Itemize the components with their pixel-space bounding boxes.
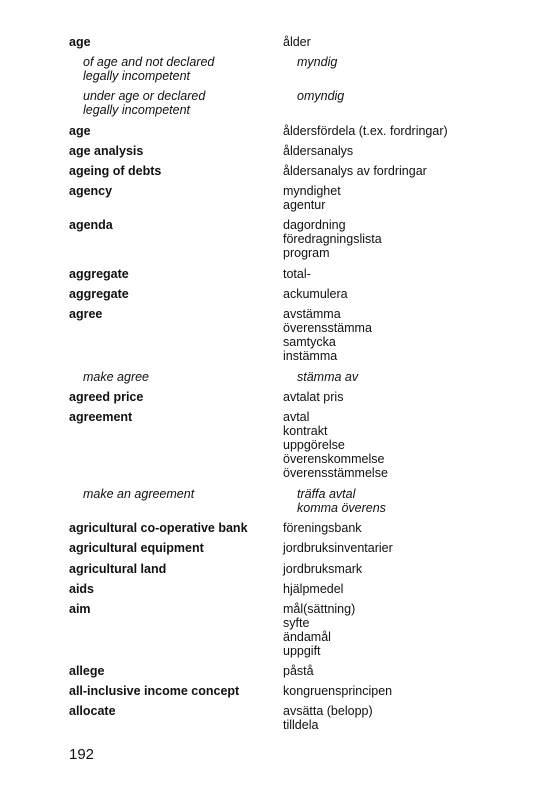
swedish-translation: avtalat pris: [283, 390, 344, 404]
swedish-translation: mål(sättning) syfte ändamål uppgift: [283, 602, 356, 658]
swedish-translation: dagordning föredragningslista program: [283, 218, 382, 260]
swedish-translation: myndighet agentur: [283, 184, 341, 212]
english-term: ageing of debts: [69, 164, 162, 178]
english-term: age analysis: [69, 144, 144, 158]
swedish-translation: avstämma överensstämma samtycka instämma: [283, 307, 372, 363]
english-term: age: [69, 35, 91, 49]
swedish-translation: myndig: [297, 55, 338, 69]
english-term: aggregate: [69, 267, 129, 281]
swedish-translation: träffa avtal komma överens: [297, 487, 386, 515]
english-term: all-inclusive income concept: [69, 684, 240, 698]
english-term: aim: [69, 602, 91, 616]
swedish-translation: jordbruksmark: [283, 562, 363, 576]
swedish-translation: jordbruksinventarier: [283, 541, 393, 555]
english-term: agree: [69, 307, 103, 321]
english-term: allocate: [69, 704, 116, 718]
english-term: agenda: [69, 218, 113, 232]
swedish-translation: påstå: [283, 664, 314, 678]
english-term: aids: [69, 582, 95, 596]
english-term: make agree: [83, 370, 150, 384]
english-term: under age or declared legally incompetent: [83, 89, 206, 117]
page-number: 192: [69, 746, 95, 763]
english-term: aggregate: [69, 287, 129, 301]
english-term: agricultural land: [69, 562, 167, 576]
english-term: agricultural equipment: [69, 541, 204, 555]
english-term: age: [69, 124, 91, 138]
swedish-translation: ålder: [283, 35, 311, 49]
english-term: agency: [69, 184, 113, 198]
swedish-translation: åldersfördela (t.ex. fordringar): [283, 124, 448, 138]
swedish-translation: avsätta (belopp) tilldela: [283, 704, 373, 732]
english-term: make an agreement: [83, 487, 195, 501]
english-term: allege: [69, 664, 105, 678]
swedish-translation: åldersanalys: [283, 144, 354, 158]
swedish-translation: hjälpmedel: [283, 582, 344, 596]
swedish-translation: kongruensprincipen: [283, 684, 393, 698]
swedish-translation: stämma av: [297, 370, 359, 384]
english-term: agreed price: [69, 390, 144, 404]
english-term: agreement: [69, 410, 133, 424]
swedish-translation: avtal kontrakt uppgörelse överenskommelse överensstämmelse: [283, 410, 388, 480]
swedish-translation: omyndig: [297, 89, 345, 103]
swedish-translation: föreningsbank: [283, 521, 362, 535]
english-term: of age and not declared legally incompetent: [83, 55, 215, 83]
swedish-translation: total-: [283, 267, 311, 281]
swedish-translation: åldersanalys av fordringar: [283, 164, 427, 178]
swedish-translation: ackumulera: [283, 287, 348, 301]
english-term: agricultural co-operative bank: [69, 521, 248, 535]
